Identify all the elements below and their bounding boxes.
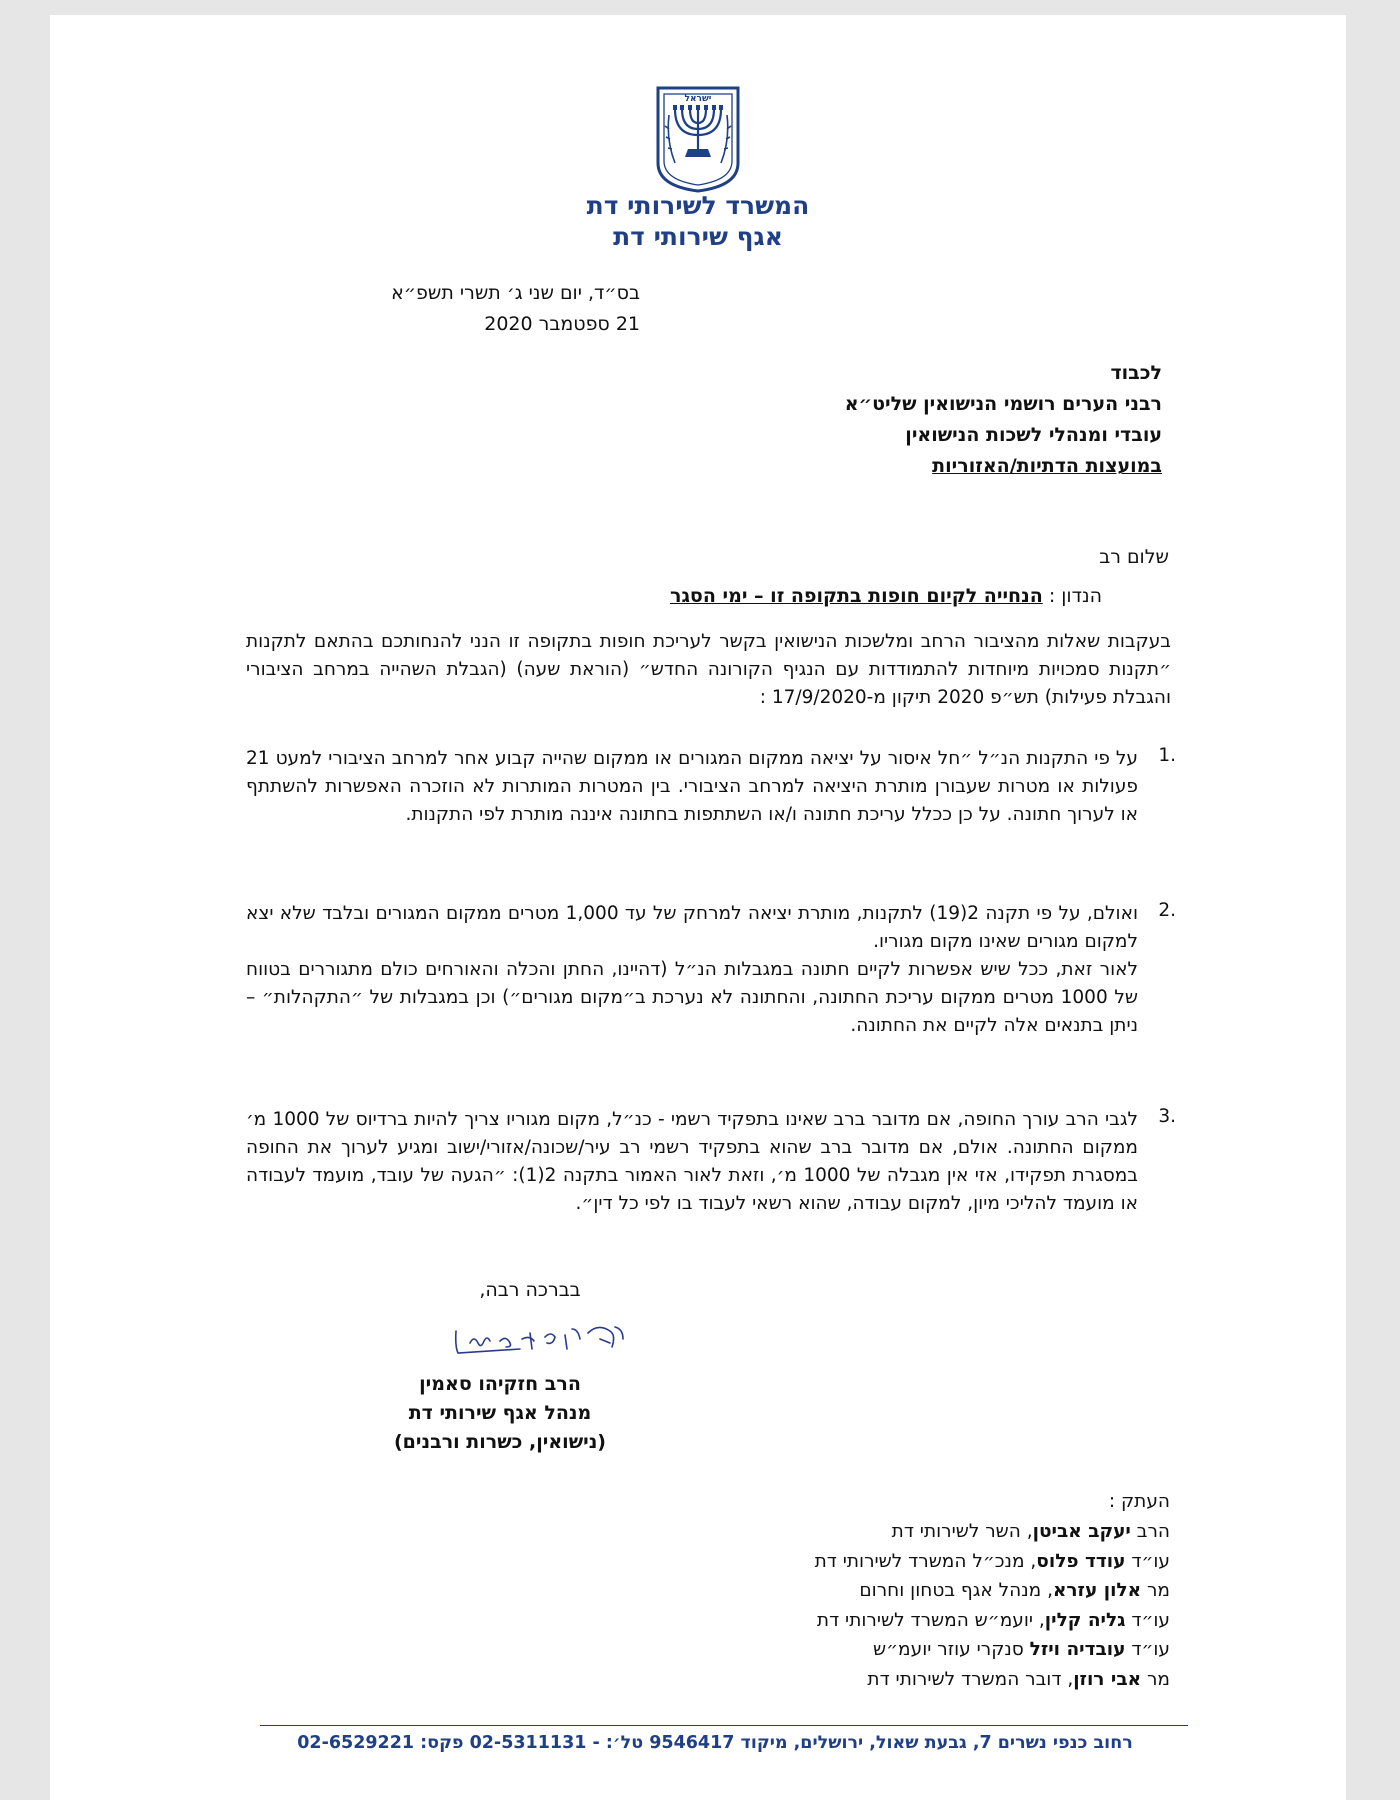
subject-line [250, 585, 1102, 607]
item-text [246, 900, 1138, 1040]
cc-item: הרב יעקב אביטן, השר לשירותי דת [891, 1521, 1170, 1542]
cc-item: מר אבי רוזן, דובר המשרד לשירותי דת [867, 1668, 1170, 1690]
department-name: אגף שירותי דת [613, 222, 783, 251]
cc-item: מר אלון עזרא, מנהל אגף בטחון וחרום [859, 1580, 1170, 1602]
recipient-line-1: רבני הערים רושמי הנישואין שליט״א [844, 393, 1162, 415]
item-text: על פי התקנות הנ״ל ״חל איסור על יציאה ממקום המגורים או ממקום שהייה קבוע אחר למרחב הציבורי למעט 21 פעולות או מטרות שעבורן מותרת היציאה למרחב הציבורי. בין המטרות המותרות לא הוזכרה האפשרות להשתתף או לערוך חתונה. על כן ככלל עריכת חתונה ו/או השתתפות בחתונה איננה מותרת לפי התקנות. [246, 748, 1138, 825]
signer-name: הרב חזקיהו סאמין [419, 1373, 581, 1395]
item-text: לגבי הרב עורך החופה, אם מדובר ברב שאינו בתפקיד רשמי - כנ״ל, מקום מגוריו צריך להיות ברדיוס של 1000 מ׳ ממקום החתונה. אולם, אם מדובר ברב שהוא בתפקיד רשמי רב עיר/שכונה/אזורי/ישוב ומגיע לערוך את החופה במסגרת תפקידו, אזי אין מגבלה של 1000 מ׳, וזאת לאור האמור בתקנה 2(1): ״הגעה של עובד, מועמד לעבודה או מועמד להליכי מיון, למקום עבודה, שהוא רשאי לעבוד בו לפי כל דין״. [246, 1109, 1138, 1214]
cc-title: העתק : [1108, 1491, 1170, 1512]
ministry-name: המשרד לשירותי דת [586, 191, 810, 220]
item-text-part-2: לאור זאת, ככל שיש אפשרות לקיים חתונה במגבלות הנ״ל (דהיינו, החתן והכלה והאורחים כולם מתגוררים בטווח של 1000 מטרים ממקום עריכת החתונה, והחתונה לא נערכת ב״מקום מגורים״) וכן במגבלות של ״התקהלות״ –ניתן בתנאים אלה לקיים את החתונה. [246, 959, 1138, 1036]
subject-text: הנחייה לקיום חופות בתקופה זו – ימי הסגר [670, 585, 1043, 607]
cc-list [610, 1517, 1170, 1695]
subject-label: הנדון : [1048, 585, 1102, 607]
recipient-line-2: עובדי ומנהלי לשכות הנישואין [905, 424, 1162, 446]
cc-item: עו״ד עובדיה ויזל סנקרי עוזר יועמ״ש [873, 1639, 1170, 1661]
recipient-honorific: לכבוד [1110, 362, 1162, 384]
cc-item: עו״ד עודד פלוס, מנכ״ל המשרד לשירותי דת [814, 1550, 1170, 1572]
handwritten-signature [450, 1313, 635, 1361]
signer-title: מנהל אגף שירותי דת [408, 1402, 592, 1424]
item-number: 3. [1158, 1106, 1176, 1127]
item-number: 1. [1158, 745, 1176, 766]
item-text-part-1: ואולם, על פי תקנה 2(19) לתקנות, מותרת יציאה למרחק של עד 1,000 מטרים ממקום המגורים ובלבד שלא יצא למקום מגורים שאינו מקום מגוריו. [246, 903, 1138, 952]
footer-divider [260, 1725, 1188, 1726]
emblem-text: ישראל [684, 94, 712, 104]
cc-item: עו״ד גליה קלין, יועמ״ש המשרד לשירותי דת [816, 1609, 1170, 1631]
hebrew-date: בס״ד, יום שני ג׳ תשרי תשפ״א [391, 282, 640, 304]
gregorian-date: 21 ספטמבר 2020 [484, 313, 640, 335]
greeting: שלום רב [1099, 546, 1169, 568]
recipient-line-3: במועצות הדתיות/האזוריות [932, 455, 1162, 477]
document-page [50, 15, 1346, 1800]
closing-salutation: בברכה רבה, [479, 1279, 581, 1301]
signer-subtitle: (נישואין, כשרות ורבנים) [394, 1431, 606, 1453]
intro-paragraph: בעקבות שאלות מהציבור הרחב ומלשכות הנישואין בקשר לעריכת חופות בתקופה זו הנני להנחותכם בהתאם לתקנות ״תקנות סמכויות מיוחדות להתמודדות עם הנגיף הקורונה החדש״ (הוראת שעה) (הגבלת השהייה במרחב הציבורי והגבלת פעילות) תש״פ 2020 תיקון מ-17/9/2020 : [246, 631, 1171, 708]
footer-address: רחוב כנפי נשרים 7, גבעת שאול, ירושלים, מיקוד 9546417 טל׳: - 02-5311131 פקס: 02-6529221 [297, 1733, 1133, 1753]
item-number: 2. [1158, 900, 1176, 921]
